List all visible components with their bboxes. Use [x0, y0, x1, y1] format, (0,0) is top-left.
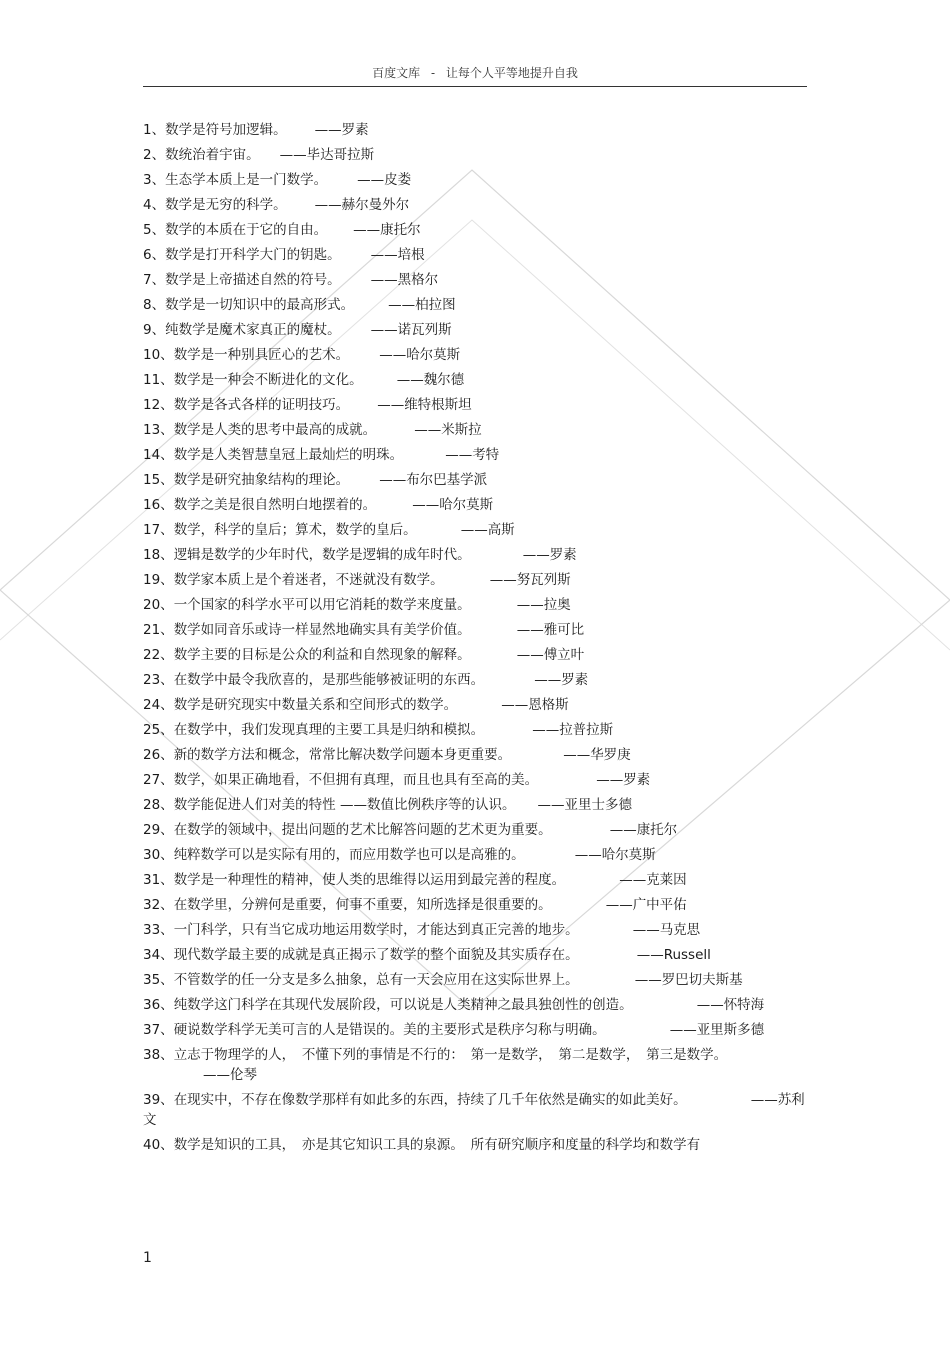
- quote-author: ——维特根斯坦: [377, 397, 472, 413]
- quote-author: ——罗素: [522, 547, 577, 563]
- quote-text: 不管数学的任一分支是多么抽象，总有一天会应用在这实际世界上。: [173, 972, 579, 988]
- quote-item: [143, 620, 807, 645]
- quote-number: 23、: [143, 672, 174, 688]
- quote-item: [143, 970, 807, 995]
- quote-item: [143, 745, 807, 770]
- quote-text: 立志于物理学的人， 不懂下列的事情是不行的： 第一是数学， 第二是数学， 第三是数学。: [173, 1047, 728, 1063]
- page-number: 1: [143, 1250, 152, 1266]
- quote-item: [143, 320, 807, 345]
- header-slogan: 让每个人平等地提升自我: [445, 66, 578, 80]
- quote-author: ——罗巴切夫斯基: [634, 972, 743, 988]
- quote-author: ——皮娄: [357, 172, 412, 188]
- quote-number: 40、: [143, 1137, 174, 1153]
- quote-author: ——恩格斯: [501, 697, 569, 713]
- quote-text: 数学是研究现实中数量关系和空间形式的数学。: [173, 697, 458, 713]
- quote-item: [143, 445, 807, 470]
- quote-text: 数学，如果正确地看，不但拥有真理，而且也具有至高的美。: [173, 772, 539, 788]
- quote-number: 31、: [143, 872, 174, 888]
- quote-author: ——布尔巴基学派: [379, 472, 488, 488]
- quote-item: [143, 820, 807, 845]
- quote-author: ——克莱因: [619, 872, 687, 888]
- quote-author: ——雅可比: [516, 622, 585, 638]
- quote-text: 数学是人类的思考中最高的成就。: [173, 422, 377, 438]
- quote-item: [143, 470, 807, 495]
- quote-text: 数学是一种别具匠心的艺术。: [173, 347, 350, 363]
- quote-author: ——罗素: [596, 772, 651, 788]
- quote-text: 纯数学这门科学在其现代发展阶段，可以说是人类精神之最具独创性的创造。: [173, 997, 633, 1013]
- quote-item: [143, 645, 807, 670]
- quote-number: 27、: [143, 772, 174, 788]
- quote-text: 纯数学是魔术家真正的魔杖。: [165, 322, 341, 338]
- quote-item: [143, 595, 807, 620]
- quote-text: 数学是一种理性的精神，使人类的思维得以运用到最完善的程度。: [173, 872, 566, 888]
- quote-text: 数学是人类智慧皇冠上最灿烂的明珠。: [173, 447, 404, 463]
- quote-text: 在现实中，不存在像数学那样有如此多的东西，持续了几千年依然是确实的如此美好。: [173, 1092, 687, 1108]
- quote-number: 30、: [143, 847, 174, 863]
- quote-author: ——傅立叶: [516, 647, 585, 663]
- quote-number: 32、: [143, 897, 174, 913]
- quote-text: 数学之美是很自然明白地摆着的。: [173, 497, 377, 513]
- quote-text: 数学是知识的工具， 亦是其它知识工具的泉源。 所有研究顺序和度量的科学均和数学有: [173, 1137, 701, 1153]
- quote-text: 纯粹数学可以是实际有用的，而应用数学也可以是高雅的。: [173, 847, 525, 863]
- quote-author: ——魏尔德: [396, 372, 465, 388]
- quote-number: 33、: [143, 922, 174, 938]
- quote-author: ——柏拉图: [388, 297, 456, 313]
- quote-author: ——罗素: [314, 122, 369, 138]
- quote-author: ——拉普拉斯: [532, 722, 614, 738]
- quote-author: ——马克思: [632, 922, 701, 938]
- quote-item: [143, 370, 807, 395]
- quote-item: [143, 845, 807, 870]
- quote-item: [143, 1135, 807, 1160]
- quote-number: 14、: [143, 447, 174, 463]
- header-site: 百度文库: [372, 66, 421, 80]
- quote-author: ——哈尔莫斯: [412, 497, 494, 513]
- quote-item: [143, 170, 807, 195]
- quote-number: 39、: [143, 1092, 174, 1108]
- quote-author: ——赫尔曼外尔: [314, 197, 410, 213]
- quote-item: [143, 870, 807, 895]
- quote-text: 数学是一切知识中的最高形式。: [165, 297, 355, 313]
- quote-author: ——哈尔莫斯: [379, 347, 461, 363]
- quote-text: 数学是研究抽象结构的理论。: [173, 472, 350, 488]
- quote-text: 硬说数学科学无美可言的人是错误的。美的主要形式是秩序匀称与明确。: [173, 1022, 606, 1038]
- quote-number: 35、: [143, 972, 174, 988]
- quote-number: 25、: [143, 722, 174, 738]
- quote-text: 一门科学，只有当它成功地运用数学时，才能达到真正完善的地步。: [173, 922, 579, 938]
- quote-number: 19、: [143, 572, 174, 588]
- quote-number: 36、: [143, 997, 174, 1013]
- quote-text: 数学是上帝描述自然的符号。: [165, 272, 341, 288]
- quote-number: 1、: [143, 122, 166, 138]
- quote-number: 12、: [143, 397, 174, 413]
- quote-author: ——毕达哥拉斯: [279, 147, 375, 163]
- quote-author: ——华罗庚: [563, 747, 631, 763]
- quote-number: 5、: [143, 222, 166, 238]
- page-header: [143, 64, 807, 87]
- quote-author: ——米斯拉: [414, 422, 482, 438]
- quote-text: 在数学中最令我欣喜的，是那些能够被证明的东西。: [173, 672, 485, 688]
- quote-number: 26、: [143, 747, 174, 763]
- quote-author: ——怀特海: [696, 997, 765, 1013]
- quote-number: 34、: [143, 947, 174, 963]
- quote-text: 逻辑是数学的少年时代，数学是逻辑的成年时代。: [173, 547, 471, 563]
- quote-item: [143, 995, 807, 1020]
- quote-number: 6、: [143, 247, 166, 263]
- quote-text: 数统治着宇宙。: [165, 147, 260, 163]
- quote-item: [143, 770, 807, 795]
- quote-text: 数学能促进人们对美的特性 ——数值比例秩序等的认识。: [173, 797, 516, 813]
- quote-item: [143, 420, 807, 445]
- quote-item: [143, 270, 807, 295]
- quote-number: 21、: [143, 622, 174, 638]
- quote-item: [143, 1045, 807, 1090]
- quote-number: 15、: [143, 472, 174, 488]
- quote-author: ——拉奥: [516, 597, 571, 613]
- quote-number: 9、: [143, 322, 166, 338]
- quote-text: 数学是打开科学大门的钥匙。: [165, 247, 341, 263]
- quote-number: 38、: [143, 1047, 174, 1063]
- quote-item: [143, 395, 807, 420]
- quote-item: [143, 795, 807, 820]
- quote-author: ——考特: [445, 447, 500, 463]
- quote-item: [143, 720, 807, 745]
- quote-text: 数学是一种会不断进化的文化。: [173, 372, 363, 388]
- quote-text: 现代数学最主要的成就是真正揭示了数学的整个面貌及其实质存在。: [173, 947, 579, 963]
- quote-text: 一个国家的科学水平可以用它消耗的数学来度量。: [173, 597, 471, 613]
- quote-number: 4、: [143, 197, 166, 213]
- quote-author: ——康托尔: [353, 222, 421, 238]
- quote-text: 新的数学方法和概念，常常比解决数学问题本身更重要。: [173, 747, 512, 763]
- quote-author: ——高斯: [460, 522, 515, 538]
- quote-number: 3、: [143, 172, 166, 188]
- quote-author: ——苏利文: [143, 1092, 805, 1128]
- quote-text: 数学是无穷的科学。: [165, 197, 287, 213]
- quote-item: [143, 895, 807, 920]
- quote-item: [143, 145, 807, 170]
- quote-number: 7、: [143, 272, 166, 288]
- quote-item: [143, 945, 807, 970]
- quote-number: 37、: [143, 1022, 174, 1038]
- quote-number: 20、: [143, 597, 174, 613]
- quote-author: ——黑格尔: [370, 272, 439, 288]
- quote-text: 数学的本质在于它的自由。: [165, 222, 328, 238]
- quote-author: ——诺瓦列斯: [370, 322, 452, 338]
- quote-item: [143, 220, 807, 245]
- quote-item: [143, 920, 807, 945]
- quote-text: 数学如同音乐或诗一样显然地确实具有美学价值。: [173, 622, 471, 638]
- quote-number: 2、: [143, 147, 166, 163]
- quote-author: ——Russell: [636, 947, 711, 963]
- quote-text: 生态学本质上是一门数学。: [165, 172, 328, 188]
- quote-number: 17、: [143, 522, 174, 538]
- quote-author: ——伦琴: [203, 1067, 257, 1083]
- quote-item: [143, 495, 807, 520]
- quote-item: [143, 1090, 807, 1135]
- quote-author: ——哈尔莫斯: [574, 847, 656, 863]
- quote-item: [143, 695, 807, 720]
- quote-number: 29、: [143, 822, 174, 838]
- quote-author: ——亚里士多德: [537, 797, 632, 813]
- quote-item: [143, 295, 807, 320]
- quote-text: 在数学中，我们发现真理的主要工具是归纳和模拟。: [173, 722, 485, 738]
- quote-author: ——努瓦列斯: [489, 572, 571, 588]
- quote-number: 13、: [143, 422, 174, 438]
- quote-number: 24、: [143, 697, 174, 713]
- quote-author: ——广中平佑: [605, 897, 687, 913]
- quote-number: 22、: [143, 647, 174, 663]
- quote-number: 8、: [143, 297, 166, 313]
- quote-item: [143, 1020, 807, 1045]
- quote-text: 在数学的领域中，提出问题的艺术比解答问题的艺术更为重要。: [173, 822, 552, 838]
- quote-text: 在数学里，分辨何是重要，何事不重要，知所选择是很重要的。: [173, 897, 552, 913]
- quote-text: 数学是各式各样的证明技巧。: [173, 397, 350, 413]
- quote-item: [143, 120, 807, 145]
- quote-author: ——康托尔: [609, 822, 678, 838]
- header-separator: -: [430, 66, 436, 80]
- quote-item: [143, 520, 807, 545]
- quote-text: 数学家本质上是个着迷者，不迷就没有数学。: [173, 572, 444, 588]
- quote-text: 数学是符号加逻辑。: [165, 122, 287, 138]
- quote-author: ——亚里斯多德: [669, 1022, 765, 1038]
- quote-author: ——培根: [370, 247, 425, 263]
- quote-list: [143, 120, 807, 1160]
- quote-number: 28、: [143, 797, 174, 813]
- quote-text: 数学，科学的皇后；算术，数学的皇后。: [173, 522, 417, 538]
- quote-item: [143, 570, 807, 595]
- quote-item: [143, 545, 807, 570]
- quote-number: 18、: [143, 547, 174, 563]
- quote-number: 16、: [143, 497, 174, 513]
- quote-number: 11、: [143, 372, 174, 388]
- quote-item: [143, 345, 807, 370]
- quote-author: ——罗素: [534, 672, 589, 688]
- quote-item: [143, 245, 807, 270]
- quote-item: [143, 195, 807, 220]
- quote-text: 数学主要的目标是公众的利益和自然现象的解释。: [173, 647, 471, 663]
- quote-number: 10、: [143, 347, 174, 363]
- quote-item: [143, 670, 807, 695]
